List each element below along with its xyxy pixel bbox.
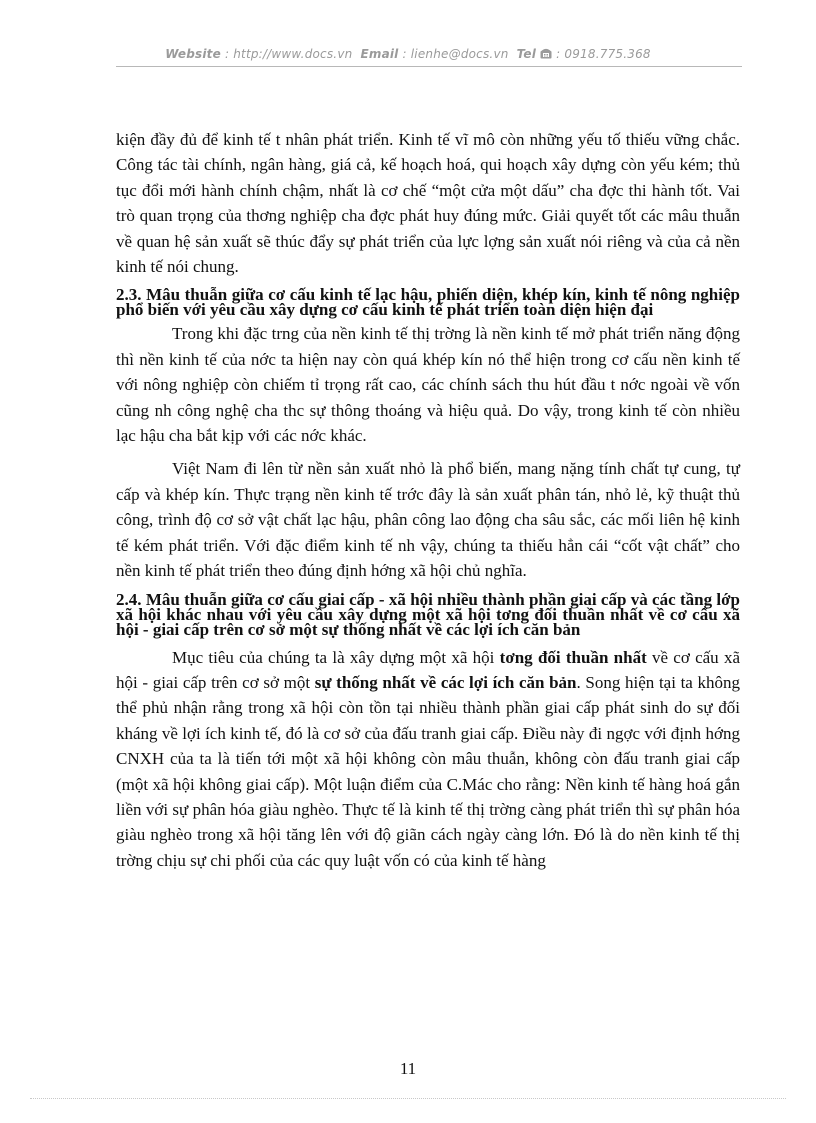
tel-label: Tel — [516, 47, 537, 61]
emphasis-run: sự thống nhất về các lợi ích căn bản — [314, 672, 577, 692]
website-label: Website — [165, 47, 221, 61]
tel-value: : 0918.775.368 — [556, 47, 651, 61]
footer-divider — [30, 1098, 786, 1099]
email-value: : lienhe@docs.vn — [402, 47, 509, 61]
page-body — [116, 127, 740, 873]
website-value: : http://www.docs.vn — [224, 47, 353, 61]
section-heading-2-3: 2.3. Mâu thuẫn giữa cơ cấu kinh tế lạc hậu, phiến diện, khép kín, kinh tế nông nghiệp phổ biến với yêu cầu xây dựng cơ cấu kinh tế phát triển toàn diện hiện đại — [116, 285, 740, 320]
text-run: về cơ cấu xã hội - giai cấp trên cơ sở một — [116, 647, 740, 692]
emphasis-run: tơng đối thuần nhất — [499, 647, 647, 667]
page-number: 11 — [399, 1059, 417, 1078]
text-run: . Song hiện tại ta không thể phủ nhận rằng trong xã hội còn tồn tại nhiều thành phần giai cấp phát sinh do sự đối kháng về lợi ích kinh tế, đó là cơ sở của đấu tranh giai cấp. Điều này đi ngợc với định hớng CNXH của ta là tiến tới một xã hội không còn mâu thuẫn, không còn đấu tranh giai cấp (một xã hội không giai cấp). Một luận điểm của C.Mác cho rằng: Nền kinh tế hàng hoá gắn liền với sự phân hóa giàu nghèo. Thực tế là kinh tế thị trờng càng phát triển thì sự phân hóa giàu nghèo trong xã hội tăng lên với độ giãn cách ngày càng lớn. Đó là do nền kinh tế thị trờng chịu sự chi phối của các quy luật vốn có của kinh tế hàng — [116, 672, 741, 870]
paragraph-2-3-b: Việt Nam đi lên từ nền sản xuất nhỏ là phổ biến, mang nặng tính chất tự cung, tự cấp và khép kín. Thực trạng nền kinh tế trớc đây là sản xuất phân tán, nhỏ lẻ, kỹ thuật thủ công, trình độ cơ sở vật chất lạc hậu, phân công lao động cha sâu sắc, các mối liên hệ kinh tế kém phát triển. Với đặc điểm kinh tế nh vậy, chúng ta thiếu hẳn cái “cốt vật chất” cho nền kinh tế phát triển theo đúng định hớng xã hội chủ nghĩa. — [116, 459, 740, 581]
paragraph-intro: kiện đầy đủ để kinh tế t nhân phát triển. Kinh tế vĩ mô còn những yếu tố thiếu vững chắc. Công tác tài chính, ngân hàng, giá cả, kế hoạch hoá, qui hoạch xây dựng còn yếu kém; thủ tục đổi mới hành chính chậm, nhất là cơ chế “một cửa một dấu” cha đợc thi hành tốt. Vai trò quan trọng của thơng nghiệp cha đợc phát huy đúng mức. Giải quyết tốt các mâu thuẫn về quan hệ sản xuất sẽ thúc đẩy sự phát triển của lực lợng sản xuất nói riêng và của cả nền kinh tế nói chung. — [116, 130, 740, 277]
page-header — [0, 47, 816, 61]
paragraph-2-4 — [116, 645, 740, 874]
section-heading-2-4: 2.4. Mâu thuẫn giữa cơ cấu giai cấp - xã hội nhiều thành phần giai cấp và các tầng lớp xã hội khác nhau với yêu cầu xây dựng một xã hội tơng đối thuần nhất về cơ cấu xã hội - giai cấp trên cơ sở một sự thống nhất về các lợi ích căn bản — [116, 589, 740, 639]
text-run: Mục tiêu của chúng ta là xây dựng một xã hội — [172, 647, 500, 667]
phone-icon — [540, 47, 556, 61]
paragraph-2-3-a: Trong khi đặc trng của nền kinh tế thị trờng là nền kinh tế mở phát triển năng động thì nền kinh tế của nớc ta hiện nay còn quá khép kín nó thể hiện trong cơ cấu nền kinh tế với nông nghiệp còn chiếm tỉ trọng rất cao, các chính sách thu hút đầu t nớc ngoài về vốn cũng nh công nghệ cha thc sự thông thoáng và hiệu quả. Do vậy, trong kinh tế còn nhiều lạc hậu cha bắt kịp với các nớc khác. — [116, 324, 740, 446]
spacer — [116, 448, 740, 456]
email-label: Email — [360, 47, 399, 61]
header-divider — [116, 66, 742, 67]
